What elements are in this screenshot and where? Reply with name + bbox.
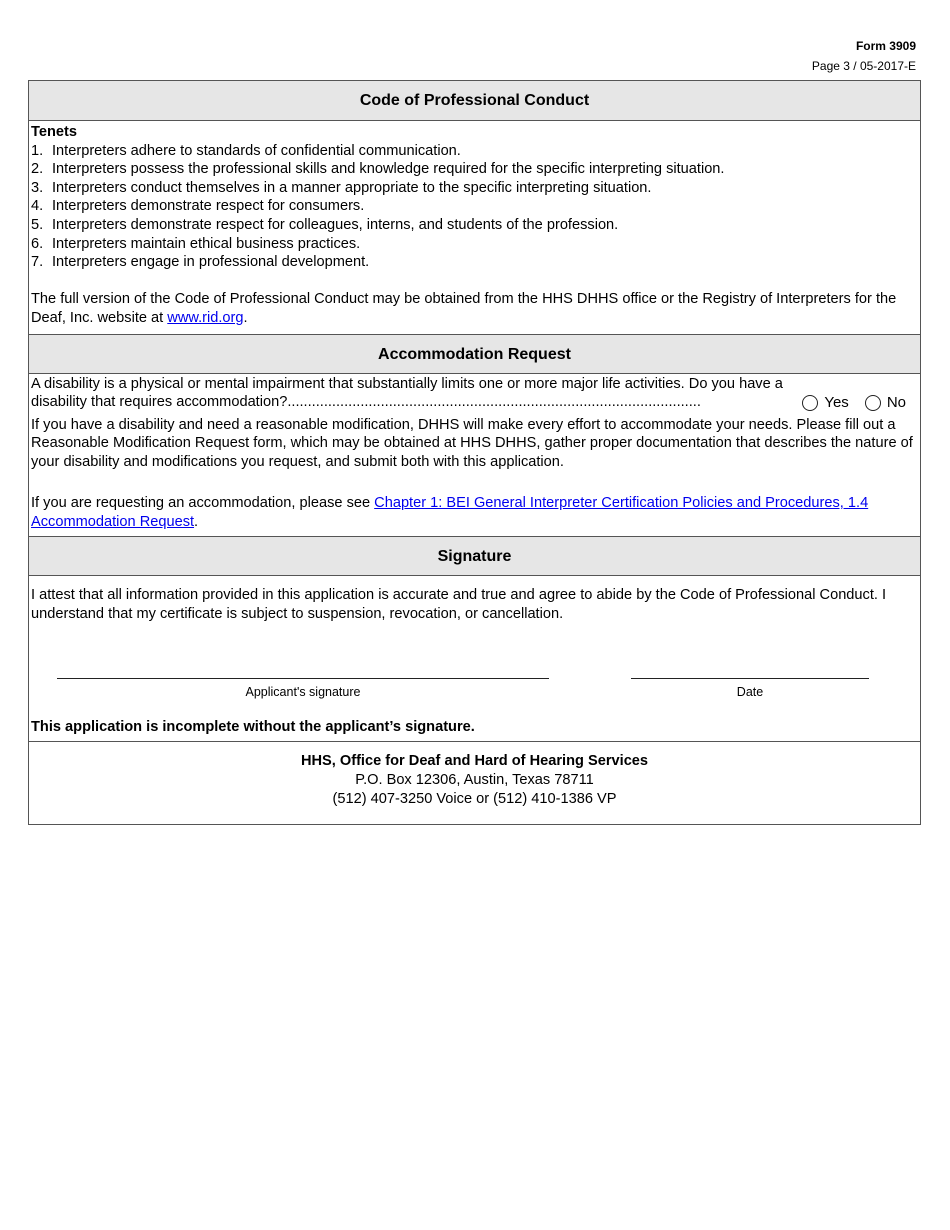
- tenet-number: 1.: [31, 142, 44, 159]
- applicant-signature-label: Applicant's signature: [245, 685, 361, 700]
- tenet-item: [31, 216, 916, 235]
- tenet-item: [31, 142, 916, 161]
- rid-website-link[interactable]: www.rid.org: [167, 309, 244, 326]
- full-version-note: [31, 290, 916, 327]
- tenet-text: Interpreters demonstrate respect for colleagues, interns, and students of the profession.: [52, 216, 619, 233]
- see-text: If you are requesting an accommodation, please see: [31, 495, 375, 512]
- no-label: No: [886, 393, 906, 411]
- tenet-number: 6.: [31, 235, 44, 252]
- spacer: [31, 272, 916, 291]
- disability-radio-group: [786, 394, 906, 413]
- footer-address-block: [29, 741, 920, 824]
- yes-option[interactable]: [802, 394, 848, 413]
- incomplete-warning: This application is incomplete without the applicant’s signature.: [31, 719, 475, 736]
- accommodation-section: [29, 374, 920, 537]
- tenet-item: [31, 160, 916, 179]
- form-header: [812, 38, 916, 74]
- no-radio[interactable]: [865, 395, 881, 411]
- applicant-signature-line[interactable]: [57, 678, 549, 679]
- form-number: Form 3909: [855, 39, 916, 53]
- date-line[interactable]: [631, 678, 869, 679]
- signature-heading: Signature: [29, 536, 920, 576]
- tenet-text: Interpreters possess the professional skills and knowledge required for the specific interpreting situation.: [52, 161, 725, 178]
- tenet-text: Interpreters conduct themselves in a manner appropriate to the specific interpreting situation.: [52, 179, 652, 196]
- footer-address: P.O. Box 12306, Austin, Texas 78711: [355, 772, 594, 789]
- tenet-item: [31, 253, 916, 272]
- chapter-1-link[interactable]: Chapter 1: BEI General Interpreter Certification Policies and Procedures, 1.4 Accommodation Request: [31, 495, 869, 530]
- signature-lines: [31, 623, 916, 700]
- modification-paragraph: If you have a disability and need a reasonable modification, DHHS will make every effort to accommodate your needs. Please fill out a Reasonable Modification Request form, which may be obtained at HHS DHHS, gather proper documentation that describes the nature of your disability and modifications you request, and submit both with this application.: [31, 416, 913, 470]
- tenet-number: 5.: [31, 216, 44, 233]
- tenet-number: 2.: [31, 161, 44, 178]
- attestation-text: I attest that all information provided in this application is accurate and true and agree to abide by the Code of Professional Conduct. I understand that my certificate is subject to suspension, revocation, or cancellation.: [31, 587, 887, 622]
- tenets-list: [31, 142, 916, 272]
- footer-org-name: HHS, Office for Deaf and Hard of Hearing Services: [300, 753, 649, 770]
- tenets-title: Tenets: [31, 124, 77, 140]
- disability-question: A disability is a physical or mental impairment that substantially limits one or more major life activities. Do you have a disability that requires accommodation?......................................................................................................: [31, 375, 783, 411]
- disability-question-row: [31, 374, 916, 412]
- signature-section: [29, 576, 920, 700]
- full-version-text: The full version of the Code of Professional Conduct may be obtained from the HHS DHHS office or the Registry of Interpreters for the Deaf, Inc. website at: [31, 291, 897, 326]
- tenet-text: Interpreters maintain ethical business practices.: [52, 235, 361, 252]
- accommodation-see-note: [31, 494, 916, 536]
- tenet-item: [31, 235, 916, 254]
- page-info: Page 3 / 05-2017-E: [811, 59, 916, 73]
- yes-label: Yes: [824, 393, 849, 411]
- tenet-item: [31, 197, 916, 216]
- tenet-number: 3.: [31, 179, 44, 196]
- period: .: [194, 513, 199, 530]
- tenet-item: [31, 179, 916, 198]
- tenet-text: Interpreters engage in professional development.: [52, 254, 370, 271]
- form-frame: [28, 80, 921, 825]
- accommodation-heading: Accommodation Request: [29, 334, 920, 374]
- period: .: [243, 309, 248, 326]
- tenet-text: Interpreters demonstrate respect for consumers.: [52, 198, 365, 215]
- no-option[interactable]: [865, 394, 906, 413]
- yes-radio[interactable]: [802, 395, 818, 411]
- footer-phone: (512) 407-3250 Voice or (512) 410-1386 VP: [332, 790, 617, 807]
- tenets-section: [29, 121, 920, 334]
- tenet-number: 7.: [31, 254, 44, 271]
- code-of-conduct-heading: Code of Professional Conduct: [29, 81, 920, 121]
- date-label: Date: [736, 685, 764, 700]
- tenet-number: 4.: [31, 198, 44, 215]
- tenet-text: Interpreters adhere to standards of confidential communication.: [52, 142, 461, 159]
- spacer: [31, 476, 916, 495]
